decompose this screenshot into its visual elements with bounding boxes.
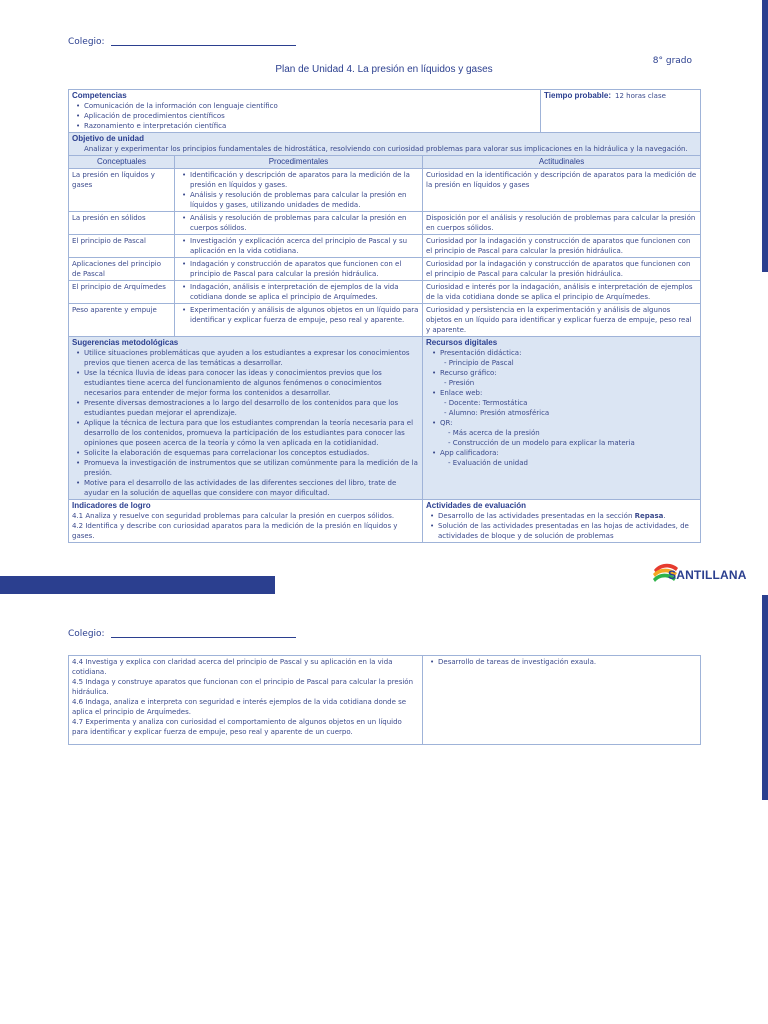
list-item: • Motive para el desarrollo de las actividades de las diferentes secciones del libro, trate de ayudar en la solución de aquellas que considere con mayor dificultad.	[84, 478, 419, 498]
colegio-field-page2	[68, 629, 296, 639]
actitudinal-cell: Curiosidad por la indagación y construcción de aparatos que funcionen con el principio de Pascal para calcular la presión hidráulica.	[423, 235, 701, 258]
recursos-cell	[423, 337, 701, 500]
conceptual-cell: El principio de Arquímedes	[69, 281, 175, 304]
indicador-item: 4.2 Identifica y describe con curiosidad aparatos para la medición de la presión en líquidos y gases.	[72, 522, 398, 540]
list-item: • Solicite la elaboración de esquemas para correlacionar los conceptos estudiados.	[84, 448, 419, 458]
colegio-label: Colegio:	[68, 629, 105, 639]
indicadores-cell	[69, 500, 423, 543]
conceptual-cell: La presión en sólidos	[69, 212, 175, 235]
colegio-line	[111, 45, 296, 46]
indicador-item: 4.4 Investiga y explica con claridad acerca del principio de Pascal y su aplicación en la vida cotidiana.	[72, 658, 393, 676]
evaluacion-cell	[423, 500, 701, 543]
procedimental-cell	[175, 212, 423, 235]
list-item: • Aplicación de procedimientos científicos	[84, 111, 537, 121]
tiempo-value: 12 horas clase	[615, 92, 666, 100]
colegio-line	[111, 637, 296, 638]
conceptual-cell: El principio de Pascal	[69, 235, 175, 258]
list-item: • Desarrollo de tareas de investigación exaula.	[438, 657, 697, 667]
page-title: Plan de Unidad 4. La presión en líquidos y gases	[275, 64, 493, 75]
evaluacion-header: Actividades de evaluación	[426, 501, 527, 510]
objetivo-cell	[69, 133, 701, 156]
logo-text: SANTILLANA	[668, 568, 747, 582]
list-item: • Enlace web: - Docente: Termostática - Alumno: Presión atmosférica	[440, 388, 697, 418]
list-item: • Investigación y explicación acerca del principio de Pascal y su aplicación en la vida cotidiana.	[190, 236, 419, 256]
col-header-procedimentales: Procedimentales	[175, 156, 423, 169]
footer-band	[0, 576, 275, 594]
actitudinal-cell: Curiosidad en la identificación y descripción de aparatos para la medición de la presión en líquidos y gases	[423, 169, 701, 212]
list-item: • Indagación, análisis e interpretación de ejemplos de la vida cotidiana donde se aplica el principio de Arquímedes.	[190, 282, 419, 302]
actitudinal-cell: Curiosidad y persistencia en la experimentación y análisis de algunos objetos en un líquido para identificar y explicar fuerza de empuje, peso real y aparente.	[423, 304, 701, 337]
list-item: • Recurso gráfico: - Presión	[440, 368, 697, 388]
conceptual-cell: Aplicaciones del principio de Pascal	[69, 258, 175, 281]
indicador-item: 4.5 Indaga y construye aparatos que funcionan con el principio de Pascal para calcular la presión hidráulica.	[72, 678, 414, 696]
indicadores-header: Indicadores de logro	[72, 501, 151, 510]
santillana-logo	[652, 556, 756, 590]
procedimental-cell	[175, 304, 423, 337]
list-item: • Identificación y descripción de aparatos para la medición de la presión en líquidos y gases.	[190, 170, 419, 190]
competencias-cell	[69, 90, 541, 133]
procedimental-cell	[175, 258, 423, 281]
indicador-item: 4.7 Experimenta y analiza con curiosidad el comportamiento de algunos objetos en un líquido para identificar y explicar fuerza de empuje, peso real y aparente de un cuerpo.	[72, 718, 402, 736]
list-item: • Utilice situaciones problemáticas que ayuden a los estudiantes a expresar los conocimientos previos que tienen acerca de las temáticas a desarrollar.	[84, 348, 419, 368]
tiempo-label: Tiempo probable:	[544, 91, 611, 100]
sugerencias-cell	[69, 337, 423, 500]
competencias-header: Competencias	[72, 91, 127, 100]
list-item: • Comunicación de la información con lenguaje científico	[84, 101, 537, 111]
grade-label: 8° grado	[652, 56, 692, 66]
sugerencias-header: Sugerencias metodológicas	[72, 338, 179, 347]
list-item: • Promueva la investigación de instrumentos que se utilizan comúnmente para la medición de la presión.	[84, 458, 419, 478]
actitudinal-cell: Curiosidad por la indagación y construcción de aparatos que funcionen con el principio de Pascal para calcular la presión hidráulica.	[423, 258, 701, 281]
indicador-item: 4.6 Indaga, analiza e interpreta con seguridad e interés ejemplos de la vida cotidiana donde se aplica el principio de Arquímedes.	[72, 698, 407, 716]
tiempo-cell	[541, 90, 701, 133]
list-item: • QR: - Más acerca de la presión - Construcción de un modelo para explicar la materia	[440, 418, 697, 448]
actitudinal-cell: Disposición por el análisis y resolución de problemas para calcular la presión en cuerpos sólidos.	[423, 212, 701, 235]
procedimental-cell	[175, 169, 423, 212]
list-item: • Use la técnica lluvia de ideas para conocer las ideas y conocimientos previos que los estudiantes tiene acerca del funcionamiento de algunos fenómenos o conocimientos necesarios para entender de mejor forma los contenidos a desarrollar.	[84, 368, 419, 398]
col-header-actitudinales: Actitudinales	[423, 156, 701, 169]
page1-right-bar	[762, 0, 768, 272]
list-item: • App calificadora: - Evaluación de unidad	[440, 448, 697, 468]
list-item: • Análisis y resolución de problemas para calcular la presión en cuerpos sólidos.	[190, 213, 419, 233]
actitudinal-cell: Curiosidad e interés por la indagación, análisis e interpretación de ejemplos de la vida cotidiana donde se aplica el principio de Arquímedes.	[423, 281, 701, 304]
objetivo-header: Objetivo de unidad	[72, 134, 145, 143]
conceptual-cell: Peso aparente y empuje	[69, 304, 175, 337]
list-item: • Desarrollo de las actividades presentadas en la sección Repasa.	[438, 511, 697, 521]
list-item: • Presentación didáctica: - Principio de Pascal	[440, 348, 697, 368]
unit-plan-table	[68, 89, 701, 543]
unit-plan-table-page2	[68, 655, 701, 745]
list-item: • Aplique la técnica de lectura para que los estudiantes comprendan la teoría necesaria para el desarrollo de los contenidos, promueva la participación de los estudiantes para conocer las opiniones que poseen acerca de la teoría y cómo la ven aplicada en la cotidianidad.	[84, 418, 419, 448]
list-item: • Análisis y resolución de problemas para calcular la presión en líquidos y gases, utilizando unidades de medida.	[190, 190, 419, 210]
col-header-conceptuales: Conceptuales	[69, 156, 175, 169]
conceptual-cell: La presión en líquidos y gases	[69, 169, 175, 212]
procedimental-cell	[175, 235, 423, 258]
colegio-field	[68, 37, 296, 47]
list-item: • Razonamiento e interpretación científica	[84, 121, 537, 131]
objetivo-text: Analizar y experimentar los principios fundamentales de hidrostática, resolviendo con curiosidad problemas para valorar sus implicaciones en la hidráulica y la navegación.	[84, 145, 688, 153]
indicadores-cell	[69, 656, 423, 745]
competencias-list	[72, 101, 537, 131]
page2-right-bar	[762, 595, 768, 800]
evaluacion-cell	[423, 656, 701, 745]
colegio-label: Colegio:	[68, 37, 105, 47]
list-item: • Indagación y construcción de aparatos que funcionen con el principio de Pascal para calcular la presión hidráulica.	[190, 259, 419, 279]
procedimental-cell	[175, 281, 423, 304]
recursos-header: Recursos digitales	[426, 338, 498, 347]
list-item: • Presente diversas demostraciones a lo largo del desarrollo de los contenidos para que los estudiantes puedan mejorar el aprendizaje.	[84, 398, 419, 418]
list-item: • Solución de las actividades presentadas en las hojas de actividades, de actividades de bloque y de solución de problemas	[438, 521, 697, 541]
indicador-item: 4.1 Analiza y resuelve con seguridad problemas para calcular la presión en cuerpos sólidos.	[72, 512, 395, 520]
list-item: • Experimentación y análisis de algunos objetos en un líquido para identificar y explicar fuerza de empuje, peso real y aparente.	[190, 305, 419, 325]
